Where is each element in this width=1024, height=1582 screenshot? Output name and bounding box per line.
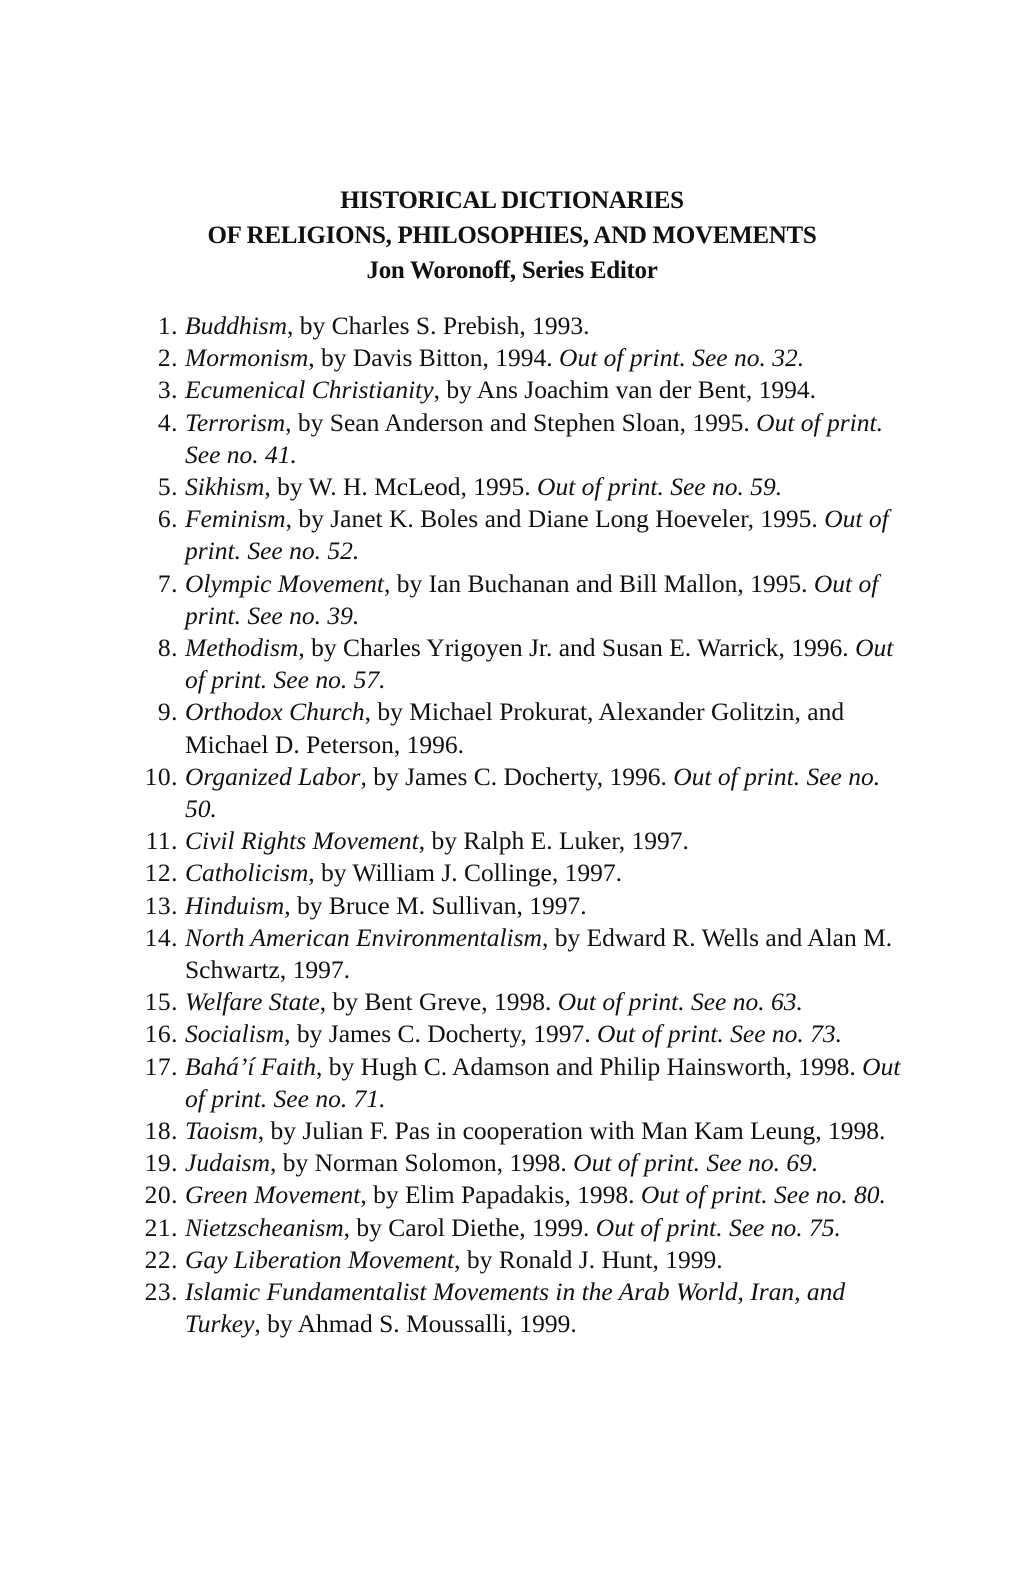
entry-details: , by Janet K. Boles and Diane Long Hoeveler, 1995. <box>285 504 825 534</box>
entry-title: Taoism <box>185 1116 258 1146</box>
entry-details: , by Ralph E. Luker, 1997. <box>418 826 689 856</box>
entry-details: , by Sean Anderson and Stephen Sloan, 1995. <box>285 407 757 437</box>
entry-details: , by William J. Collinge, 1997. <box>308 858 622 888</box>
list-item <box>128 1212 918 1244</box>
list-item <box>128 1276 918 1340</box>
entry-details: , by James C. Docherty, 1997. <box>284 1019 597 1049</box>
entry-note: Out of print. See no. 39. <box>185 568 879 630</box>
list-item <box>128 568 918 632</box>
entry-number: 15. <box>144 987 178 1017</box>
entry-number: 12. <box>144 858 178 888</box>
entry-title: Mormonism <box>185 343 309 373</box>
entry-title: Nietzscheanism <box>185 1212 344 1242</box>
entry-details: , by Michael Prokurat, Alexander Golitzin, and Michael D. Peterson, 1996. <box>185 697 845 759</box>
list-item <box>128 922 918 986</box>
series-title-line-2: OF RELIGIONS, PHILOSOPHIES, AND MOVEMENTS <box>207 222 817 249</box>
entry-note: Out of print. See no. 52. <box>185 504 889 566</box>
list-item <box>128 825 918 857</box>
entry-note: Out of print. See no. 71. <box>185 1051 901 1113</box>
list-item <box>128 471 918 503</box>
list-item <box>128 1179 918 1211</box>
entry-title: Bahá’í Faith <box>185 1051 317 1081</box>
list-item <box>128 1018 918 1050</box>
entry-number: 2. <box>157 343 178 373</box>
list-item <box>128 986 918 1018</box>
entry-details: , by Carol Diethe, 1999. <box>343 1212 596 1242</box>
entry-title: Islamic Fundamentalist Movements in the Arab World, Iran, and Turkey <box>185 1277 846 1339</box>
entry-number: 4. <box>157 407 178 437</box>
list-item <box>128 503 918 567</box>
entry-number: 22. <box>144 1244 178 1274</box>
entry-title: Welfare State <box>185 987 320 1017</box>
entry-note: Out of print. See no. 73. <box>596 1019 843 1049</box>
entry-details: , by Hugh C. Adamson and Philip Hainsworth, 1998. <box>316 1051 863 1081</box>
list-item <box>128 761 918 825</box>
entry-title: North American Environmentalism <box>185 922 542 952</box>
entry-title: Civil Rights Movement <box>185 826 419 856</box>
entry-number: 8. <box>157 633 178 663</box>
entry-note: Out of print. See no. 69. <box>573 1148 819 1178</box>
entry-title: Catholicism <box>185 858 309 888</box>
entry-number: 17. <box>144 1051 178 1081</box>
dictionary-list <box>128 310 918 1341</box>
entry-details: , by Norman Solomon, 1998. <box>270 1148 574 1178</box>
list-item <box>128 857 918 889</box>
entry-number: 20. <box>144 1180 178 1210</box>
entry-title: Methodism <box>185 633 299 663</box>
entry-title: Terrorism <box>185 407 286 437</box>
list-item <box>128 696 918 760</box>
series-editor: Jon Woronoff, Series Editor <box>366 257 658 284</box>
entry-number: 1. <box>157 311 178 340</box>
entry-title: Olympic Movement <box>185 568 384 598</box>
list-item <box>128 310 918 342</box>
entry-title: Hinduism <box>185 890 285 920</box>
entry-number: 21. <box>144 1212 178 1242</box>
series-header <box>0 183 1024 288</box>
entry-details: , by W. H. McLeod, 1995. <box>264 472 538 502</box>
entry-details: , by Ans Joachim van der Bent, 1994. <box>433 375 817 405</box>
entry-details: , by Ahmad S. Moussalli, 1999. <box>254 1309 577 1339</box>
entry-note: Out of print. See no. 59. <box>537 472 783 502</box>
list-item <box>128 890 918 922</box>
entry-title: Socialism <box>185 1019 285 1049</box>
list-item <box>128 1115 918 1147</box>
entry-note: Out of print. See no. 75. <box>595 1212 841 1242</box>
entry-title: Feminism <box>185 504 286 534</box>
entry-details: , by Ian Buchanan and Bill Mallon, 1995. <box>383 568 814 598</box>
entry-details: , by Bent Greve, 1998. <box>319 987 558 1017</box>
entry-title: Judaism <box>185 1148 270 1178</box>
entry-number: 11. <box>145 826 178 856</box>
entry-title: Orthodox Church <box>185 697 365 727</box>
entry-number: 23. <box>144 1277 178 1307</box>
entry-note: Out of print. See no. 50. <box>185 761 881 824</box>
entry-number: 9. <box>157 697 178 727</box>
entry-note: Out of print. See no. 80. <box>640 1180 886 1210</box>
list-item <box>128 632 918 696</box>
series-title-line-1: HISTORICAL DICTIONARIES <box>340 187 684 214</box>
entry-details: , by Elim Papadakis, 1998. <box>360 1180 641 1210</box>
entry-details: , by Edward R. Wells and Alan M. Schwartz, 1997. <box>185 922 893 985</box>
list-item <box>128 1244 918 1276</box>
entry-number: 18. <box>144 1116 178 1146</box>
entry-number: 10. <box>144 761 178 791</box>
entry-details: , by Julian F. Pas in cooperation with Man Kam Leung, 1998. <box>257 1116 886 1146</box>
entry-details: , by Charles S. Prebish, 1993. <box>287 311 590 340</box>
entry-number: 6. <box>157 504 178 534</box>
list-item <box>128 342 918 374</box>
entry-note: Out of print. See no. 32. <box>559 343 805 373</box>
entry-note: Out of print. See no. 41. <box>185 407 883 469</box>
entry-title: Sikhism <box>185 472 265 502</box>
entry-number: 14. <box>144 922 178 952</box>
entry-details: , by James C. Docherty, 1996. <box>360 761 674 791</box>
list-item <box>128 407 918 471</box>
entry-details: , by Bruce M. Sullivan, 1997. <box>284 890 587 920</box>
entry-title: Green Movement <box>185 1180 361 1210</box>
entry-title: Buddhism <box>185 311 287 340</box>
entry-note: Out of print. See no. 63. <box>557 987 803 1017</box>
entry-title: Ecumenical Christianity <box>185 375 434 405</box>
entry-number: 5. <box>157 472 178 502</box>
entry-details: , by Davis Bitton, 1994. <box>308 343 560 373</box>
list-item <box>128 374 918 406</box>
entry-number: 13. <box>144 890 178 920</box>
entry-details: , by Ronald J. Hunt, 1999. <box>454 1244 723 1274</box>
entry-number: 19. <box>144 1148 178 1178</box>
list-item <box>128 1147 918 1179</box>
entry-details: , by Charles Yrigoyen Jr. and Susan E. Warrick, 1996. <box>298 633 856 663</box>
entry-number: 16. <box>144 1019 178 1049</box>
entry-note: Out of print. See no. 57. <box>185 633 894 695</box>
entry-title: Organized Labor <box>185 761 361 791</box>
entry-title: Gay Liberation Movement <box>185 1244 455 1274</box>
list-item <box>128 1051 918 1115</box>
entry-number: 7. <box>157 568 178 598</box>
entry-number: 3. <box>157 375 178 405</box>
